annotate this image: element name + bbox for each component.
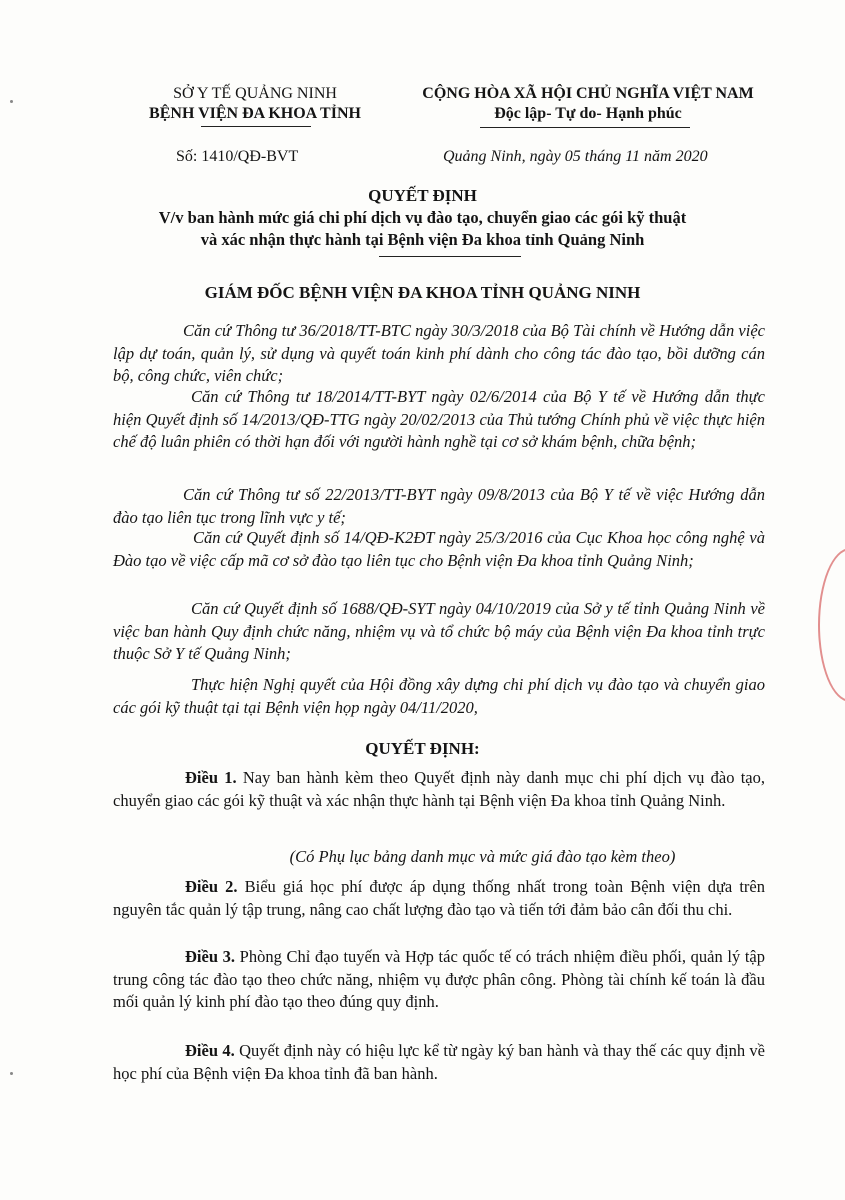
legal-basis-1: Căn cứ Thông tư 36/2018/TT-BTC ngày 30/3/2018 của Bộ Tài chính về Hướng dẫn việc lập dự toán, quản lý, sử dụng và quyết toán kinh phí dành cho công tác đào tạo, bồi dưỡng cán bộ, công chức, viên chức; (113, 321, 765, 385)
subject-line-1: V/v ban hành mức giá chi phí dịch vụ đào tạo, chuyển giao các gói kỹ thuật (158, 208, 687, 227)
article-3: Điều 3. Phòng Chỉ đạo tuyến và Hợp tác quốc tế có trách nhiệm điều phối, quản lý tập trung công tác đào tạo theo chức năng, nhiệm vụ được phân công. Phòng tài chính kế toán là đầu mối quản lý kinh phí đào tạo theo đúng quy định. (113, 947, 765, 1011)
document-title: QUYẾT ĐỊNH (368, 186, 477, 205)
legal-basis-5: Căn cứ Quyết định số 1688/QĐ-SYT ngày 04/10/2019 của Sở y tế tỉnh Quảng Ninh về việc ban hành Quy định chức năng, nhiệm vụ và tổ chức bộ máy của Bệnh viện Đa khoa tỉnh trực thuộc Sở Y tế Quảng Ninh; (113, 599, 765, 663)
legal-basis-3: Căn cứ Thông tư số 22/2013/TT-BYT ngày 09/8/2013 của Bộ Y tế về việc Hướng dẫn đào tạo liên tục trong lĩnh vực y tế; (113, 485, 765, 527)
scan-speck (10, 100, 13, 103)
decision-heading: QUYẾT ĐỊNH: (365, 739, 480, 758)
motto-underline (480, 127, 690, 128)
scan-speck (10, 1072, 13, 1075)
legal-basis-2: Căn cứ Thông tư 18/2014/TT-BYT ngày 02/6/2014 của Bộ Y tế về Hướng dẫn thực hiện Quyết định số 14/2013/QĐ-TTG ngày 20/02/2013 của Thủ tướng Chính phủ về việc thực hiện chế độ luân phiên có thời hạn đối với người hành nghề tại cơ sở khám bệnh, chữa bệnh; (113, 387, 765, 451)
seal-edge (818, 548, 845, 702)
article-2: Điều 2. Biểu giá học phí được áp dụng thống nhất trong toàn Bệnh viện dựa trên nguyên tắc quản lý tập trung, nâng cao chất lượng đào tạo và tiến tới đảm bảo cân đối thu chi. (113, 877, 765, 919)
article-4: Điều 4. Quyết định này có hiệu lực kể từ ngày ký ban hành và thay thế các quy định về học phí của Bệnh viện Đa khoa tỉnh đã ban hành. (113, 1041, 766, 1083)
issuer-parent: SỞ Y TẾ QUẢNG NINH (173, 85, 337, 102)
legal-basis-6: Thực hiện Nghị quyết của Hội đồng xây dựng chi phí dịch vụ đào tạo và chuyển giao các gói kỹ thuật tại tại Bệnh viện họp ngày 04/11/2020, (113, 675, 765, 717)
document-subject (80, 207, 765, 251)
subject-underline (379, 256, 521, 257)
legal-basis-4: Căn cứ Quyết định số 14/QĐ-K2ĐT ngày 25/3/2016 của Cục Khoa học công nghệ và Đào tạo về việc cấp mã cơ sở đào tạo liên tục cho Bệnh viện Đa khoa tỉnh Quảng Ninh; (113, 528, 765, 570)
national-motto-block (388, 84, 788, 124)
document-number: Số: 1410/QĐ-BVT (176, 148, 299, 165)
appendix-note: (Có Phụ lục bảng danh mục và mức giá đào tạo kèm theo) (289, 847, 676, 866)
place-date: Quảng Ninh, ngày 05 tháng 11 năm 2020 (443, 148, 708, 165)
subject-line-2: và xác nhận thực hành tại Bệnh viện Đa khoa tỉnh Quảng Ninh (200, 230, 645, 249)
national-motto: Độc lập- Tự do- Hạnh phúc (494, 105, 682, 122)
article-1: Điều 1. Nay ban hành kèm theo Quyết định này danh mục chi phí dịch vụ đào tạo, chuyển giao các gói kỹ thuật và xác nhận thực hành tại Bệnh viện Đa khoa tỉnh Quảng Ninh. (113, 768, 766, 810)
issuing-authority: GIÁM ĐỐC BỆNH VIỆN ĐA KHOA TỈNH QUẢNG NINH (204, 283, 641, 302)
issuer-name: BỆNH VIỆN ĐA KHOA TỈNH (149, 105, 361, 122)
national-title: CỘNG HÒA XÃ HỘI CHỦ NGHĨA VIỆT NAM (422, 85, 754, 102)
issuer-block (120, 84, 390, 124)
issuer-underline (201, 126, 311, 127)
